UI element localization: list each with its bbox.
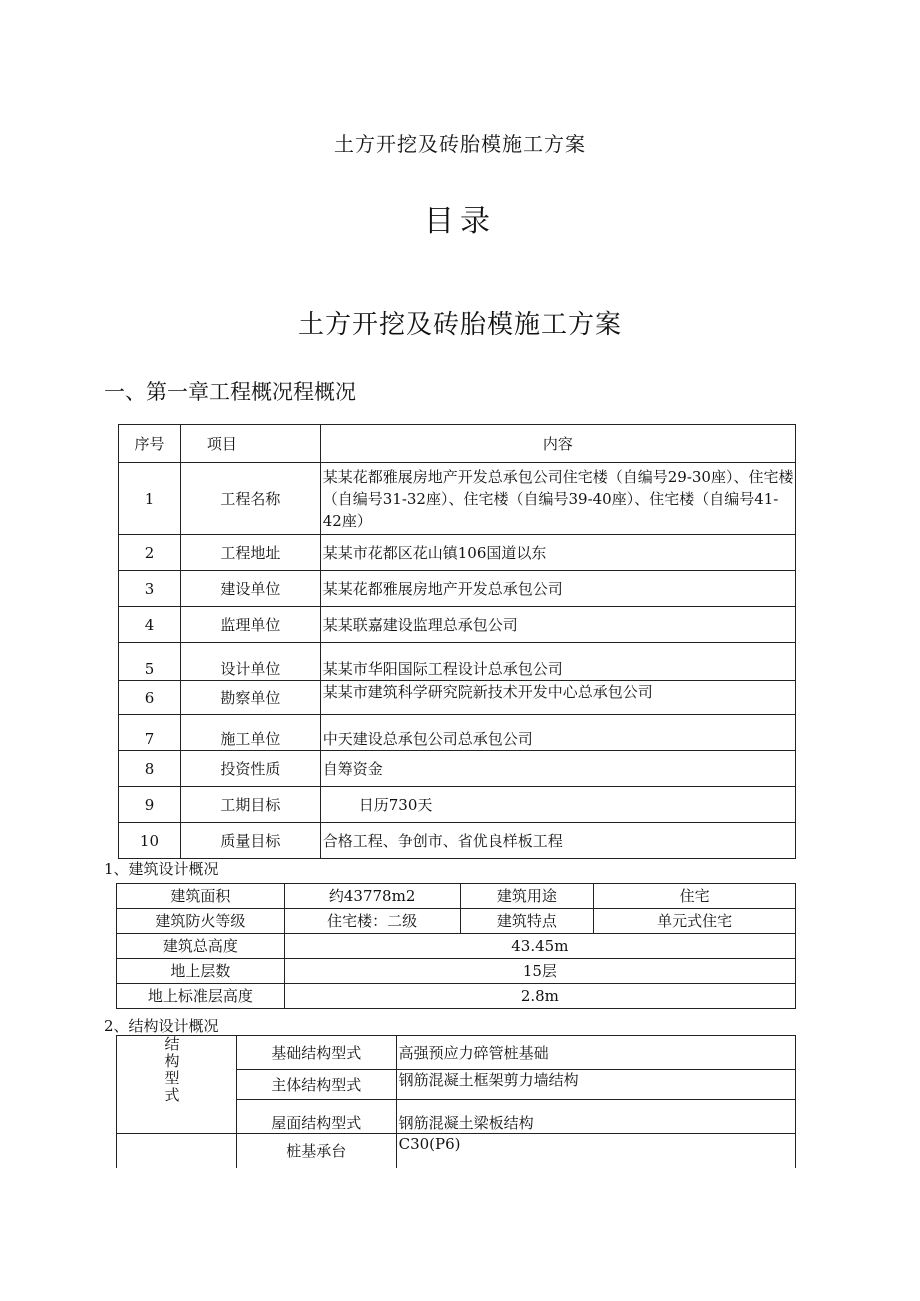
- structure-heading: 2、结构设计概况: [104, 1017, 219, 1035]
- chapter-heading: 一、第一章工程概况程概况: [104, 380, 356, 404]
- row-content: 合格工程、争创市、省优良样板工程: [320, 823, 795, 859]
- header-item: 项目: [180, 425, 320, 463]
- vertical-char: 型: [164, 1069, 180, 1087]
- use-label: 建筑用途: [460, 884, 594, 909]
- row-content: 某某联嘉建设监理总承包公司: [320, 607, 795, 643]
- table-row: [117, 909, 796, 934]
- table-row: [117, 1134, 796, 1168]
- structure-table: [116, 1035, 796, 1168]
- row-no: 10: [119, 823, 181, 859]
- architecture-table: [116, 883, 796, 1009]
- row-item: 施工单位: [180, 715, 320, 751]
- vertical-char: 构: [164, 1052, 180, 1070]
- row-content: 中天建设总承包公司总承包公司: [320, 715, 795, 751]
- table-row: [119, 643, 796, 681]
- empty-cell: [117, 1134, 237, 1168]
- std-height-label: 地上标准层高度: [117, 984, 285, 1009]
- structure-type-vertical-label: [163, 1036, 181, 1104]
- project-overview-table: [118, 424, 796, 859]
- row-item: 勘察单位: [180, 681, 320, 715]
- row-no: 8: [119, 751, 181, 787]
- table-row: [119, 823, 796, 859]
- header-content: 内容: [320, 425, 795, 463]
- floors-label: 地上层数: [117, 959, 285, 984]
- row-item: 工程名称: [180, 463, 320, 535]
- row-content: 某某市花都区花山镇106国道以东: [320, 535, 795, 571]
- row-content: 日历730天: [320, 787, 795, 823]
- use-value: 住宅: [594, 884, 796, 909]
- area-label: 建筑面积: [117, 884, 285, 909]
- height-label: 建筑总高度: [117, 934, 285, 959]
- architecture-heading: 1、建筑设计概况: [104, 860, 219, 878]
- floors-value: 15层: [284, 959, 795, 984]
- structure-row-value: 钢筋混凝土框架剪力墙结构: [396, 1070, 795, 1100]
- row-no: 7: [119, 715, 181, 751]
- row-item: 工期目标: [180, 787, 320, 823]
- vertical-char: 结: [164, 1035, 180, 1053]
- area-value: 约43778m2: [284, 884, 460, 909]
- fire-label: 建筑防火等级: [117, 909, 285, 934]
- row-no: 6: [119, 681, 181, 715]
- row-content: 某某花都雅展房地产开发总承包公司: [320, 571, 795, 607]
- structure-row-label: 屋面结构型式: [236, 1100, 396, 1134]
- table-row: [119, 751, 796, 787]
- std-height-value: 2.8m: [284, 984, 795, 1009]
- row-item: 质量目标: [180, 823, 320, 859]
- height-value: 43.45m: [284, 934, 795, 959]
- table-row: [117, 959, 796, 984]
- pile-value: C30(P6): [396, 1134, 795, 1168]
- main-title: 土方开挖及砖胎模施工方案: [297, 310, 622, 340]
- row-content: 某某花都雅展房地产开发总承包公司住宅楼（自编号29-30座）、住宅楼（自编号31-32座）、住宅楼（自编号39-40座）、住宅楼（自编号41-42座）: [320, 463, 795, 535]
- row-item: 建设单位: [180, 571, 320, 607]
- row-no: 5: [119, 643, 181, 681]
- table-row: [119, 463, 796, 535]
- structure-type-group-cell: [117, 1036, 237, 1134]
- table-row: [119, 607, 796, 643]
- table-row: [119, 535, 796, 571]
- table-row: [117, 1036, 796, 1070]
- row-no: 1: [119, 463, 181, 535]
- row-content: 某某市建筑科学研究院新技术开发中心总承包公司: [320, 681, 795, 715]
- feature-value: 单元式住宅: [594, 909, 796, 934]
- table-row: [119, 787, 796, 823]
- header-no: 序号: [119, 425, 181, 463]
- vertical-char: 式: [164, 1086, 180, 1104]
- row-content: 自筹资金: [320, 751, 795, 787]
- row-no: 9: [119, 787, 181, 823]
- row-no: 3: [119, 571, 181, 607]
- structure-row-value: 高强预应力碎管桩基础: [396, 1036, 795, 1070]
- row-item: 监理单位: [180, 607, 320, 643]
- row-item: 设计单位: [180, 643, 320, 681]
- row-item: 工程地址: [180, 535, 320, 571]
- table-row: [119, 715, 796, 751]
- row-content: 某某市华阳国际工程设计总承包公司: [320, 643, 795, 681]
- toc-title: 目录: [424, 204, 496, 239]
- table-header-row: [119, 425, 796, 463]
- table-row: [117, 934, 796, 959]
- structure-row-label: 主体结构型式: [236, 1070, 396, 1100]
- pile-label: 桩基承台: [236, 1134, 396, 1168]
- row-no: 4: [119, 607, 181, 643]
- document-title: 土方开挖及砖胎模施工方案: [334, 132, 586, 156]
- row-no: 2: [119, 535, 181, 571]
- table-row: [119, 681, 796, 715]
- row-item: 投资性质: [180, 751, 320, 787]
- feature-label: 建筑特点: [460, 909, 594, 934]
- structure-row-value: 钢筋混凝土梁板结构: [396, 1100, 795, 1134]
- structure-row-label: 基础结构型式: [236, 1036, 396, 1070]
- table-row: [117, 884, 796, 909]
- fire-value: 住宅楼：二级: [284, 909, 460, 934]
- table-row: [117, 984, 796, 1009]
- table-row: [119, 571, 796, 607]
